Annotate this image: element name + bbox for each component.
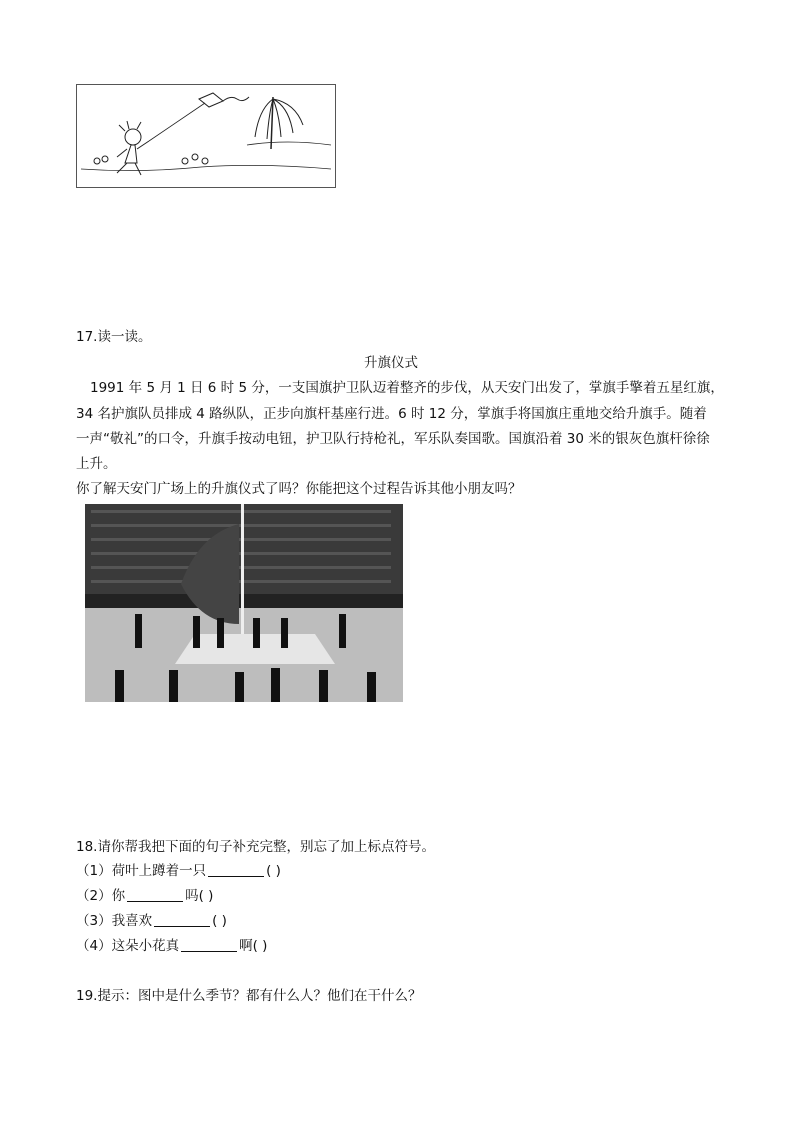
answer-blank[interactable] [154, 912, 210, 927]
item-number: （1） [76, 863, 112, 879]
item-prefix: 这朵小花真 [111, 938, 180, 954]
item-prefix: 你 [111, 888, 126, 904]
q17-heading: 17.读一读。 [76, 329, 152, 345]
q17-para-line-4: 上升。 [76, 456, 117, 472]
item-prefix: 荷叶上蹲着一只 [111, 863, 207, 879]
q18-item-1 [76, 862, 281, 880]
punctuation-paren[interactable]: ( ) [212, 913, 227, 929]
q18-item-4 [76, 937, 267, 955]
punctuation-paren[interactable]: ( ) [198, 888, 214, 904]
q17-para-line-2: 34 名护旗队员排成 4 路纵队，正步向旗杆基座行进。6 时 12 分，掌旗手将国旗庄重地交给升旗手。随着 [76, 406, 707, 422]
flag-raising-photo [85, 504, 403, 702]
item-suffix: 啊 [239, 938, 253, 954]
punctuation-paren[interactable]: ( ) [266, 863, 281, 879]
answer-blank[interactable] [181, 937, 237, 952]
q17-title: 升旗仪式 [364, 355, 418, 371]
item-suffix: 吗 [185, 888, 199, 904]
item-number: （4） [76, 938, 112, 954]
q17-para-line-1: 1991 年 5 月 1 日 6 时 5 分，一支国旗护卫队迈着整齐的步伐，从天安门出发了，掌旗手擎着五星红旗， [90, 380, 724, 396]
item-number: （2） [76, 888, 112, 904]
q18-heading: 18.请你帮我把下面的句子补充完整，别忘了加上标点符号。 [76, 839, 435, 855]
item-number: （3） [76, 913, 112, 929]
kite-drawing [77, 85, 335, 187]
punctuation-paren[interactable]: ( ) [252, 938, 268, 954]
q17-para-line-3: 一声“敬礼”的口令，升旗手按动电钮，护卫队行持枪礼，军乐队奏国歌。国旗沿着 30 米的银灰色旗杆徐徐 [76, 431, 710, 447]
item-prefix: 我喜欢 [111, 913, 153, 929]
q18-item-3 [76, 912, 227, 930]
kite-illustration [76, 84, 336, 188]
answer-blank[interactable] [127, 887, 183, 902]
q19-heading: 19.提示：图中是什么季节？都有什么人？他们在干什么？ [76, 988, 422, 1004]
q17-question: 你了解天安门广场上的升旗仪式了吗？你能把这个过程告诉其他小朋友吗？ [76, 481, 522, 497]
flag-photo-drawing [85, 504, 403, 702]
q18-item-2 [76, 887, 213, 905]
answer-blank[interactable] [208, 862, 264, 877]
